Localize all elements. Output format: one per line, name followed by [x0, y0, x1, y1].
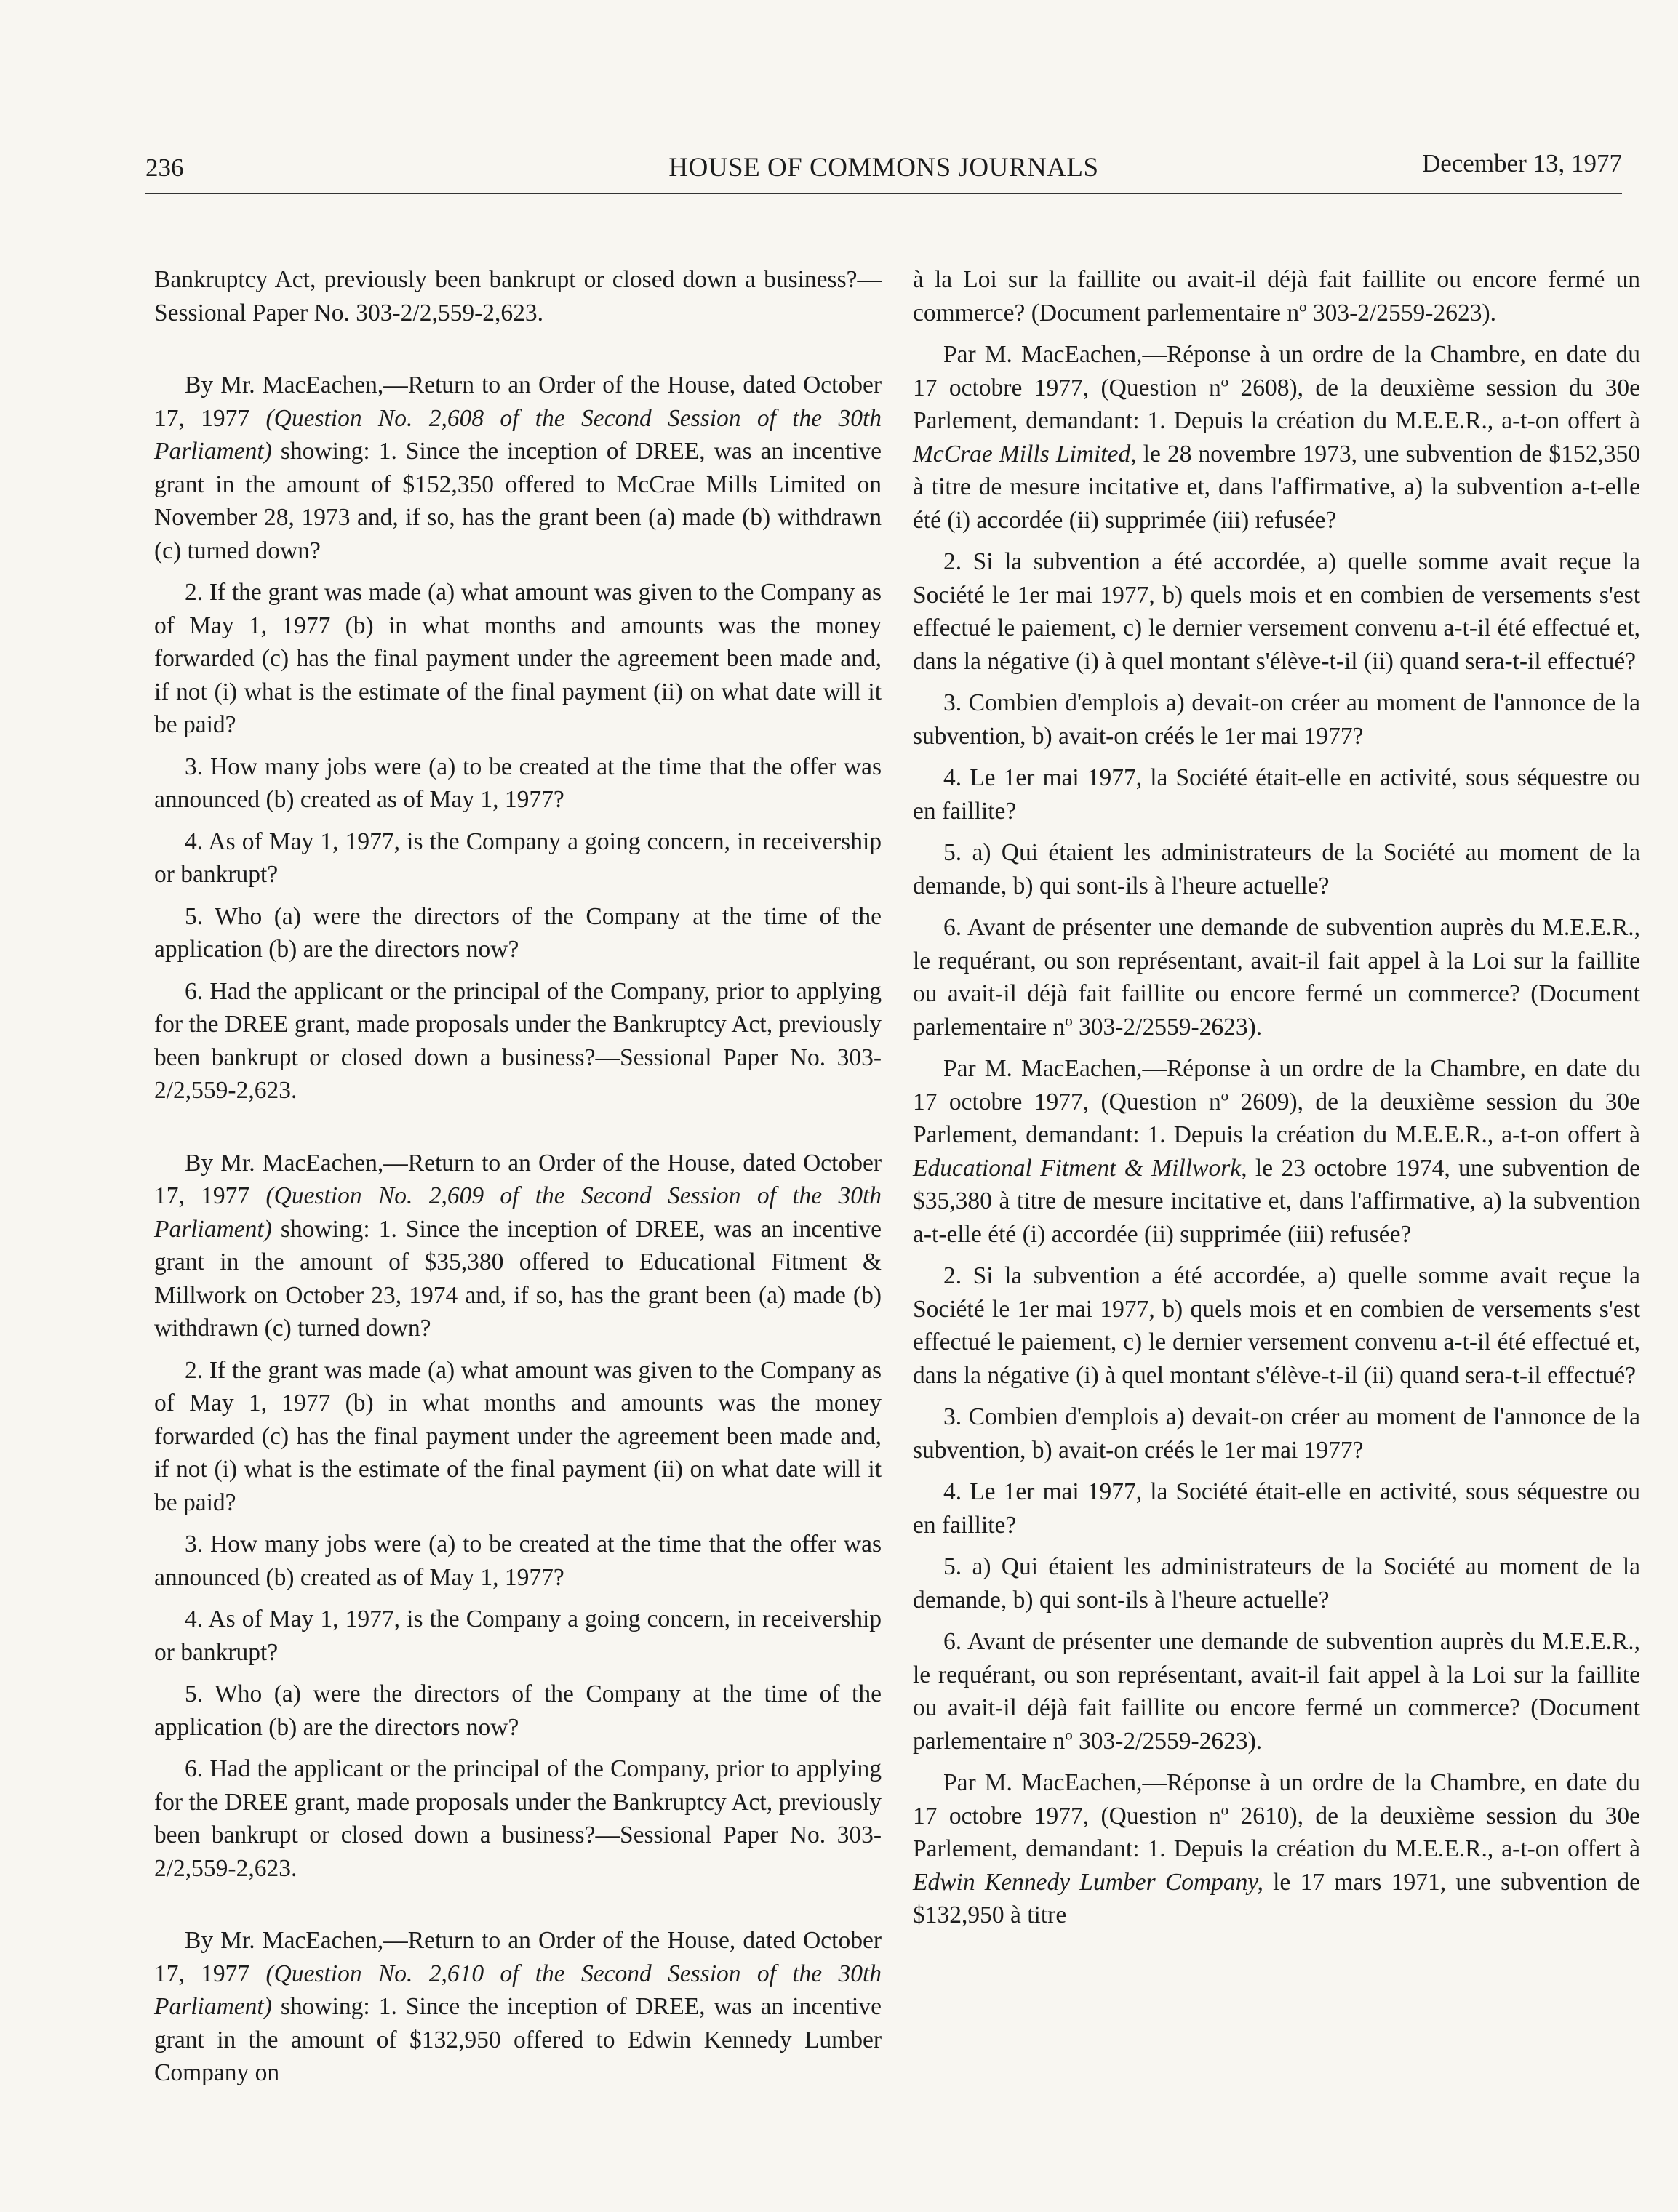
company-name: McCrae Mills Limited,	[913, 440, 1137, 468]
question-4: 4. Le 1er mai 1977, la Société était-elle en activité, sous séquestre ou en faillite?	[913, 764, 1640, 825]
company-name: Educational Fitment & Millwork,	[913, 1154, 1247, 1182]
question-6: 6. Had the applicant or the principal of the Company, prior to applying for the DREE grant, made proposals under the Bankruptcy Act, previously been bankrupt or closed down a business?—Sessional Paper No. 303-2/2,559-2,623.	[154, 1755, 882, 1882]
return-intro: Par M. MacEachen,—Réponse à un ordre de la Chambre, en date du 17 octobre 1977, (Question nº 2609), de la deuxième session du 30e Parlement, demandant: 1. Depuis la création du M.E.E.R., a-t-on offert à Educational Fitment & Millwork, le 23 octobre 1974, une subvention de $35,380 à titre de mesure incitative et, dans l'affirmative, a) la subvention a-t-elle été (i) accordée (ii) supprimée (iii) refusée?	[913, 1055, 1640, 1248]
question-2: 2. If the grant was made (a) what amount was given to the Company as of May 1, 1977 (b) in what months and amounts was the money forwarded (c) has the final payment under the agreement been made and, if not (i) what is the estimate of the final payment (ii) on what date will it be paid?	[154, 579, 882, 738]
header-date: December 13, 1977	[1421, 149, 1622, 177]
question-6: 6. Had the applicant or the principal of the Company, prior to applying for the DREE grant, made proposals under the Bankruptcy Act, previously been bankrupt or closed down a business?—Sessional Paper No. 303-2/2,559-2,623.	[154, 977, 882, 1104]
question-4: 4. Le 1er mai 1977, la Société était-elle en activité, sous séquestre ou en faillite?	[913, 1478, 1640, 1539]
question-6: 6. Avant de présenter une demande de subvention auprès du M.E.E.R., le requérant, ou son représentant, avait-il fait appel à la Loi sur la faillite ou avait-il déjà fait faillite ou encore fermé un commerce? (Document parlementaire nº 303-2/2559-2623).	[913, 1628, 1640, 1755]
question-3: 3. Combien d'emplois a) devait-on créer au moment de l'annonce de la subvention, b) avait-on créés le 1er mai 1977?	[913, 689, 1640, 750]
return-intro: By Mr. MacEachen,—Return to an Order of the House, dated October 17, 1977 (Question No. 2,610 of the Second Session of the 30th Parliament) showing: 1. Since the inception of DREE, was an incentive grant in the amount of $132,950 offered to Edwin Kennedy Lumber Company on	[154, 1927, 882, 2086]
question-2: 2. If the grant was made (a) what amount was given to the Company as of May 1, 1977 (b) in what months and amounts was the money forwarded (c) has the final payment under the agreement been made and, if not (i) what is the estimate of the final payment (ii) on what date will it be paid?	[154, 1356, 882, 1516]
question-3: 3. Combien d'emplois a) devait-on créer au moment de l'annonce de la subvention, b) avait-on créés le 1er mai 1977?	[913, 1403, 1640, 1464]
return-intro: By Mr. MacEachen,—Return to an Order of the House, dated October 17, 1977 (Question No. 2,608 of the Second Session of the 30th Parliament) showing: 1. Since the inception of DREE, was an incentive grant in the amount of $152,350 offered to McCrae Mills Limited on November 28, 1973 and, if so, has the grant been (a) made (b) withdrawn (c) turned down?	[154, 372, 882, 564]
question-reference: (Question No. 2,609 of the Second Session of the 30th Parliament)	[154, 1182, 882, 1243]
company-name: Edwin Kennedy Lumber Company,	[913, 1868, 1263, 1896]
carryover-paragraph: Bankruptcy Act, previously been bankrupt or closed down a business?—Sessional Paper No. 303-2/2,559-2,623.	[154, 266, 882, 326]
question-6: 6. Avant de présenter une demande de subvention auprès du M.E.E.R., le requérant, ou son représentant, avait-il fait appel à la Loi sur la faillite ou avait-il déjà fait faillite ou encore fermé un commerce? (Document parlementaire nº 303-2/2559-2623).	[913, 914, 1640, 1041]
english-column	[154, 263, 882, 2099]
return-intro: Par M. MacEachen,—Réponse à un ordre de la Chambre, en date du 17 octobre 1977, (Question nº 2610), de la deuxième session du 30e Parlement, demandant: 1. Depuis la création du M.E.E.R., a-t-on offert à Edwin Kennedy Lumber Company, le 17 mars 1971, une subvention de $132,950 à titre	[913, 1769, 1640, 1928]
question-5: 5. Who (a) were the directors of the Company at the time of the application (b) are the directors now?	[154, 1680, 882, 1741]
page-header	[145, 149, 1622, 194]
page-number: 236	[145, 153, 184, 182]
question-4: 4. As of May 1, 1977, is the Company a going concern, in receivership or bankrupt?	[154, 828, 882, 888]
question-5: 5. Who (a) were the directors of the Company at the time of the application (b) are the directors now?	[154, 902, 882, 963]
question-3: 3. How many jobs were (a) to be created at the time that the offer was announced (b) created as of May 1, 1977?	[154, 1531, 882, 1591]
question-2: 2. Si la subvention a été accordée, a) quelle somme avait reçue la Société le 1er mai 1977, b) quels mois et en combien de versements s'est effectué le paiement, c) le dernier versement convenu a-t-il été effectué et, dans la négative (i) à quel montant s'élève-t-il (ii) quand sera-t-il effectué?	[913, 1262, 1640, 1389]
question-5: 5. a) Qui étaient les administrateurs de la Société au moment de la demande, b) qui sont-ils à l'heure actuelle?	[913, 1553, 1640, 1614]
journal-title: HOUSE OF COMMONS JOURNALS	[668, 153, 1099, 183]
question-3: 3. How many jobs were (a) to be created at the time that the offer was announced (b) created as of May 1, 1977?	[154, 753, 882, 813]
return-intro: Par M. MacEachen,—Réponse à un ordre de la Chambre, en date du 17 octobre 1977, (Question nº 2608), de la deuxième session du 30e Parlement, demandant: 1. Depuis la création du M.E.E.R., a-t-on offert à McCrae Mills Limited, le 28 novembre 1973, une subvention de $152,350 à titre de mesure incitative et, dans l'affirmative, a) la subvention a-t-elle été (i) accordée (ii) supprimée (iii) refusée?	[913, 341, 1640, 534]
return-intro: By Mr. MacEachen,—Return to an Order of the House, dated October 17, 1977 (Question No. 2,609 of the Second Session of the 30th Parliament) showing: 1. Since the inception of DREE, was an incentive grant in the amount of $35,380 offered to Educational Fitment & Millwork on October 23, 1974 and, if so, has the grant been (a) made (b) withdrawn (c) turned down?	[154, 1149, 882, 1342]
question-reference: (Question No. 2,608 of the Second Session of the 30th Parliament)	[154, 404, 882, 465]
carryover-paragraph: à la Loi sur la faillite ou avait-il déjà fait faillite ou encore fermé un commerce? (Document parlementaire nº 303-2/2559-2623).	[913, 266, 1640, 326]
question-4: 4. As of May 1, 1977, is the Company a going concern, in receivership or bankrupt?	[154, 1606, 882, 1666]
question-5: 5. a) Qui étaient les administrateurs de la Société au moment de la demande, b) qui sont-ils à l'heure actuelle?	[913, 839, 1640, 899]
question-2: 2. Si la subvention a été accordée, a) quelle somme avait reçue la Société le 1er mai 1977, b) quels mois et en combien de versements s'est effectué le paiement, c) le dernier versement convenu a-t-il été effectué et, dans la négative (i) à quel montant s'élève-t-il (ii) quand sera-t-il effectué?	[913, 548, 1640, 675]
question-reference: (Question No. 2,610 of the Second Session of the 30th Parliament)	[154, 1960, 882, 2020]
french-column	[913, 263, 1640, 1941]
